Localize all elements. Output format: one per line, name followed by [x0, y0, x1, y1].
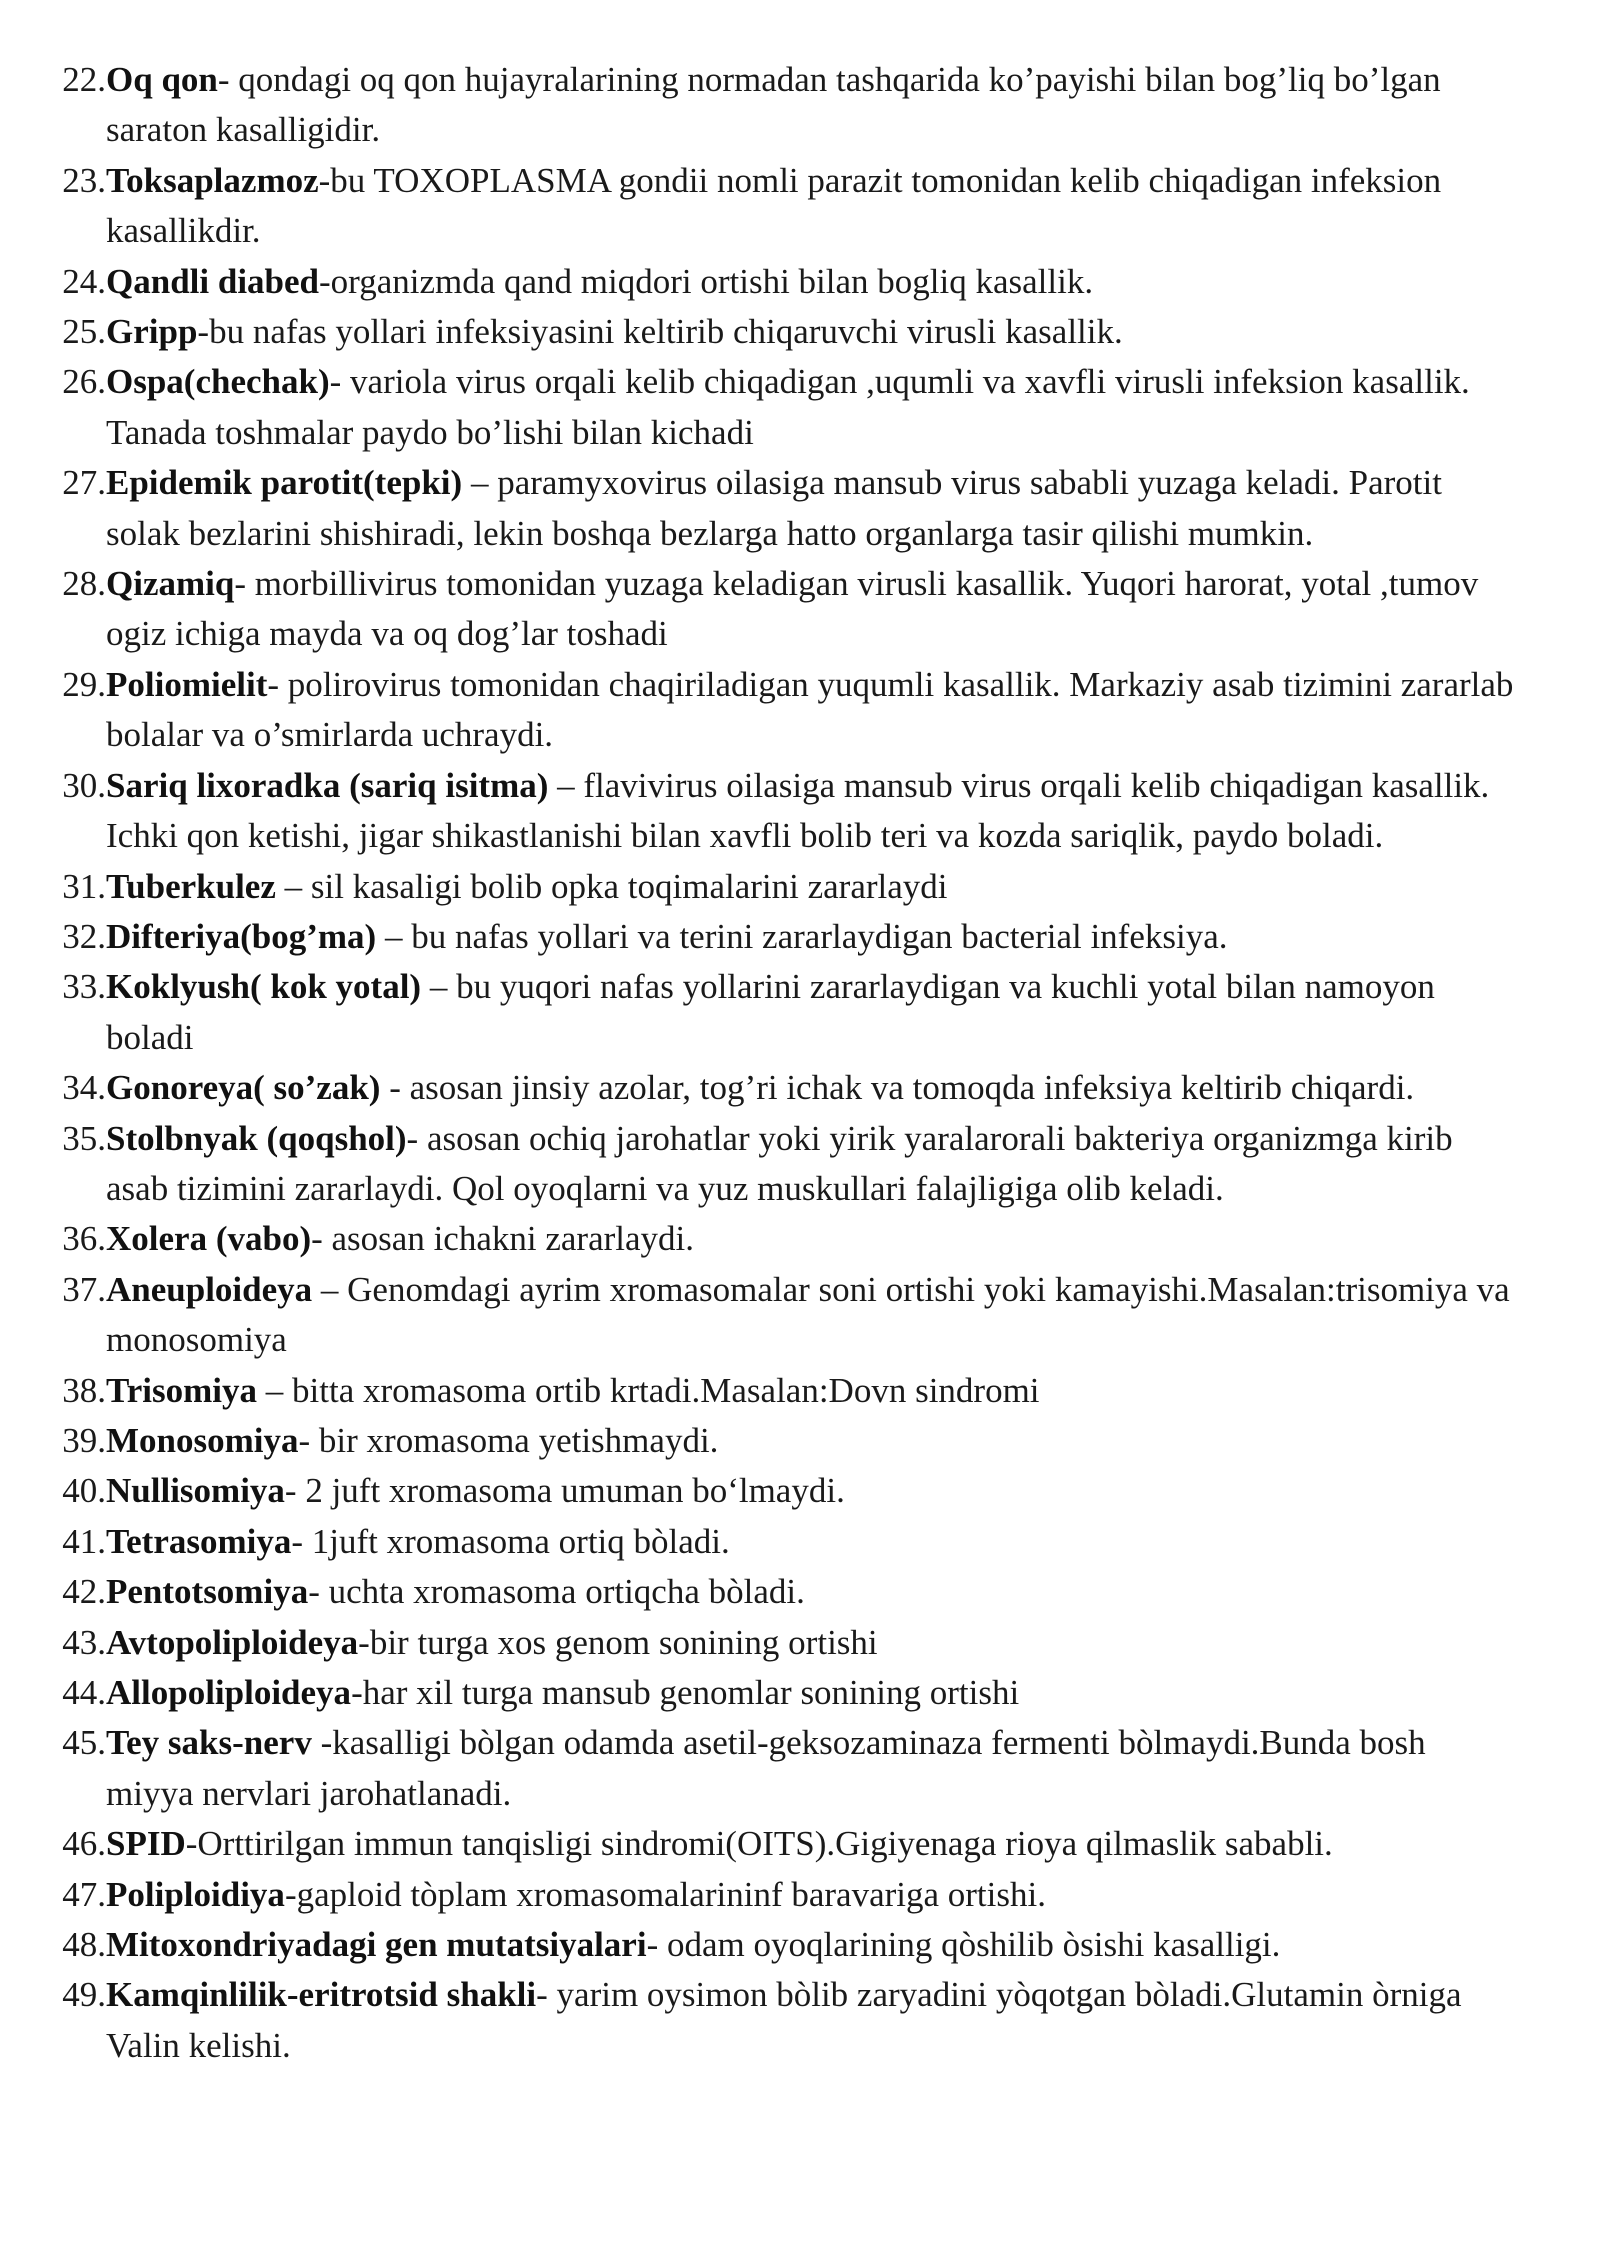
entry-term: Toksaplazmoz — [106, 160, 319, 200]
entry-term: Allopoliploideya — [106, 1673, 352, 1712]
entry-term: Poliomielit — [106, 664, 268, 704]
entry-term: Tuberkulez — [106, 866, 276, 906]
entry-definition: -Orttirilgan immun tanqisligi sindromi(OITS).Gigiyenaga rioya qilmaslik sababli. — [185, 1824, 1333, 1864]
entry-term: Xolera (vabo) — [106, 1219, 312, 1259]
list-item — [0, 1668, 1520, 1718]
entry-definition: -gaploid tòplam xromasomalarininf baravariga ortishi. — [284, 1874, 1046, 1914]
entry-definition: – Genomdagi ayrim xromasomalar soni ortishi yoki kamayishi.Masalan:trisomiya va monosomiya — [106, 1269, 1510, 1360]
list-item — [0, 1063, 1520, 1113]
entry-number: 22. — [62, 60, 106, 99]
list-item — [0, 307, 1520, 357]
entry-number: 23. — [62, 160, 106, 200]
entry-term: Gripp — [106, 312, 198, 352]
list-item — [0, 912, 1520, 962]
list-item — [0, 156, 1520, 257]
entry-definition: -har xil turga mansub genomlar sonining ortishi — [351, 1673, 1020, 1712]
entry-number: 44. — [62, 1673, 106, 1712]
list-item — [0, 1265, 1520, 1366]
entry-term: Ospa(chechak) — [106, 362, 330, 402]
entry-definition: – flavivirus oilasiga mansub virus orqali kelib chiqadigan kasallik. Ichki qon ketishi, jigar shikastlanishi bilan xavfli bolib teri va kozda sariqlik, paydo boladi. — [106, 765, 1490, 856]
entry-number: 27. — [62, 463, 106, 503]
entry-number: 38. — [62, 1370, 106, 1410]
entry-term: Monosomiya — [106, 1420, 299, 1460]
entry-number: 46. — [62, 1824, 106, 1864]
entry-definition: – sil kasaligi bolib opka toqimalarini zararlaydi — [275, 866, 948, 906]
entry-definition: - morbillivirus tomonidan yuzaga keladigan virusli kasallik. Yuqori harorat, yotal ,tumov ogiz ichiga mayda va oq dog’lar toshadi — [106, 564, 1479, 654]
list-item — [0, 55, 1520, 156]
entry-definition: – bu yuqori nafas yollarini zararlaydigan va kuchli yotal bilan namoyon boladi — [106, 967, 1435, 1057]
list-item — [0, 1416, 1520, 1466]
list-item — [0, 1819, 1520, 1869]
entry-term: Poliploidiya — [106, 1874, 285, 1914]
entry-number: 25. — [62, 312, 106, 352]
entry-definition: - polirovirus tomonidan chaqiriladigan yuqumli kasallik. Markaziy asab tizimini zararlab bolalar va o’smirlarda uchraydi. — [106, 664, 1514, 755]
entry-term: Kamqinlilik-eritrotsid shakli — [106, 1975, 537, 2015]
entry-term: Aneuploideya — [106, 1269, 313, 1309]
entry-definition: - qondagi oq qon hujayralarining normadan tashqarida ko’payishi bilan bog’liq bo’lgan saraton kasalligidir. — [106, 60, 1441, 150]
entry-number: 47. — [62, 1874, 106, 1914]
entry-term: Pentotsomiya — [106, 1572, 309, 1612]
list-item — [0, 257, 1520, 307]
entry-number: 37. — [62, 1269, 106, 1309]
entry-definition: - asosan ichakni zararlaydi. — [311, 1219, 694, 1259]
entry-number: 39. — [62, 1420, 106, 1460]
entry-number: 36. — [62, 1219, 106, 1259]
entry-term: Tetrasomiya — [106, 1521, 292, 1561]
entry-definition: - bir xromasoma yetishmaydi. — [298, 1420, 719, 1460]
entry-number: 42. — [62, 1572, 106, 1612]
entry-term: Sariq lixoradka (sariq isitma) — [106, 765, 549, 805]
entry-definition: - uchta xromasoma ortiqcha bòladi. — [308, 1572, 805, 1612]
entry-term: Difteriya(bog’ma) — [106, 916, 377, 956]
entry-term: Avtopoliploideya — [106, 1622, 359, 1662]
list-item — [0, 962, 1520, 1063]
entry-number: 33. — [62, 967, 106, 1007]
entry-number: 30. — [62, 765, 106, 805]
entry-term: Epidemik parotit(tepki) — [106, 463, 463, 503]
entry-term: Mitoxondriyadagi gen mutatsiyalari — [106, 1925, 647, 1965]
list-item — [0, 862, 1520, 912]
entry-term: Gonoreya( so’zak) — [106, 1068, 381, 1108]
list-item — [0, 660, 1520, 761]
list-item — [0, 1618, 1520, 1668]
entry-definition: – bitta xromasoma ortib krtadi.Masalan:Dovn sindromi — [257, 1370, 1040, 1410]
list-item — [0, 1214, 1520, 1264]
entry-number: 29. — [62, 664, 106, 704]
entry-term: Tey saks-nerv — [106, 1723, 312, 1763]
list-item — [0, 1366, 1520, 1416]
list-item — [0, 1466, 1520, 1516]
entry-number: 49. — [62, 1975, 106, 2015]
entry-term: Qizamiq — [106, 564, 235, 604]
entry-definition: - asosan jinsiy azolar, tog’ri ichak va tomoqda infeksiya keltirib chiqardi. — [380, 1068, 1415, 1108]
list-item — [0, 357, 1520, 458]
entry-number: 35. — [62, 1118, 106, 1158]
entry-term: Trisomiya — [106, 1370, 258, 1410]
entry-definition: -organizmda qand miqdori ortishi bilan bogliq kasallik. — [319, 261, 1094, 301]
entry-definition: - yarim oysimon bòlib zaryadini yòqotgan bòladi.Glutamin òrniga Valin kelishi. — [106, 1975, 1462, 2065]
list-item — [0, 1870, 1520, 1920]
entry-definition: -kasalligi bòlgan odamda asetil-geksozaminaza fermenti bòlmaydi.Bunda bosh miyya nervlari jarohatlanadi. — [106, 1723, 1426, 1813]
entry-number: 31. — [62, 866, 106, 906]
entry-term: Nullisomiya — [106, 1471, 285, 1511]
list-item — [0, 761, 1520, 862]
entry-term: Stolbnyak (qoqshol) — [106, 1118, 407, 1158]
entry-definition: -bu TOXOPLASMA gondii nomli parazit tomonidan kelib chiqadigan infeksion kasallikdir. — [106, 160, 1442, 251]
list-item — [0, 1718, 1520, 1819]
entry-definition: – bu nafas yollari va terini zararlaydigan bacterial infeksiya. — [376, 916, 1228, 956]
list-item — [0, 1970, 1520, 2071]
entry-number: 24. — [62, 261, 106, 301]
entry-definition: - 1juft xromasoma ortiq bòladi. — [291, 1521, 730, 1561]
entry-term: Qandli diabed — [106, 261, 320, 301]
entry-term: Oq qon — [106, 60, 218, 99]
entry-number: 43. — [62, 1622, 106, 1662]
entry-definition: -bir turga xos genom sonining ortishi — [358, 1622, 878, 1662]
entry-number: 41. — [62, 1521, 106, 1561]
entry-number: 26. — [62, 362, 106, 402]
list-item — [0, 1114, 1520, 1215]
entry-number: 40. — [62, 1471, 106, 1511]
entry-definition: - asosan ochiq jarohatlar yoki yirik yaralarorali bakteriya organizmga kirib asab tizimini zararlaydi. Qol oyoqlarni va yuz muskullari falajligiga olib keladi. — [106, 1118, 1453, 1208]
entry-number: 32. — [62, 916, 106, 956]
entry-definition: - 2 juft xromasoma umuman bo‘lmaydi. — [284, 1471, 845, 1511]
entry-term: SPID — [106, 1824, 186, 1864]
entry-definition: - odam oyoqlarining qòshilib òsishi kasalligi. — [646, 1925, 1281, 1965]
list-item — [0, 1517, 1520, 1567]
entry-number: 28. — [62, 564, 106, 604]
entry-definition: – paramyxovirus oilasiga mansub virus sababli yuzaga keladi. Parotit solak bezlarini shishiradi, lekin boshqa bezlarga hatto organlarga tasir qilishi mumkin. — [106, 463, 1442, 553]
list-item — [0, 1567, 1520, 1617]
entry-number: 34. — [62, 1068, 106, 1108]
list-item — [0, 1920, 1520, 1970]
entry-number: 45. — [62, 1723, 106, 1763]
entry-definition: -bu nafas yollari infeksiyasini keltirib chiqaruvchi virusli kasallik. — [197, 312, 1123, 352]
definition-list — [0, 55, 1520, 2071]
entry-number: 48. — [62, 1925, 106, 1965]
entry-term: Koklyush( kok yotal) — [106, 967, 422, 1007]
list-item — [0, 458, 1520, 559]
entry-definition: - variola virus orqali kelib chiqadigan ,uqumli va xavfli virusli infeksion kasallik. Tanada toshmalar paydo bo’lishi bilan kichadi — [106, 362, 1470, 452]
list-item — [0, 559, 1520, 660]
